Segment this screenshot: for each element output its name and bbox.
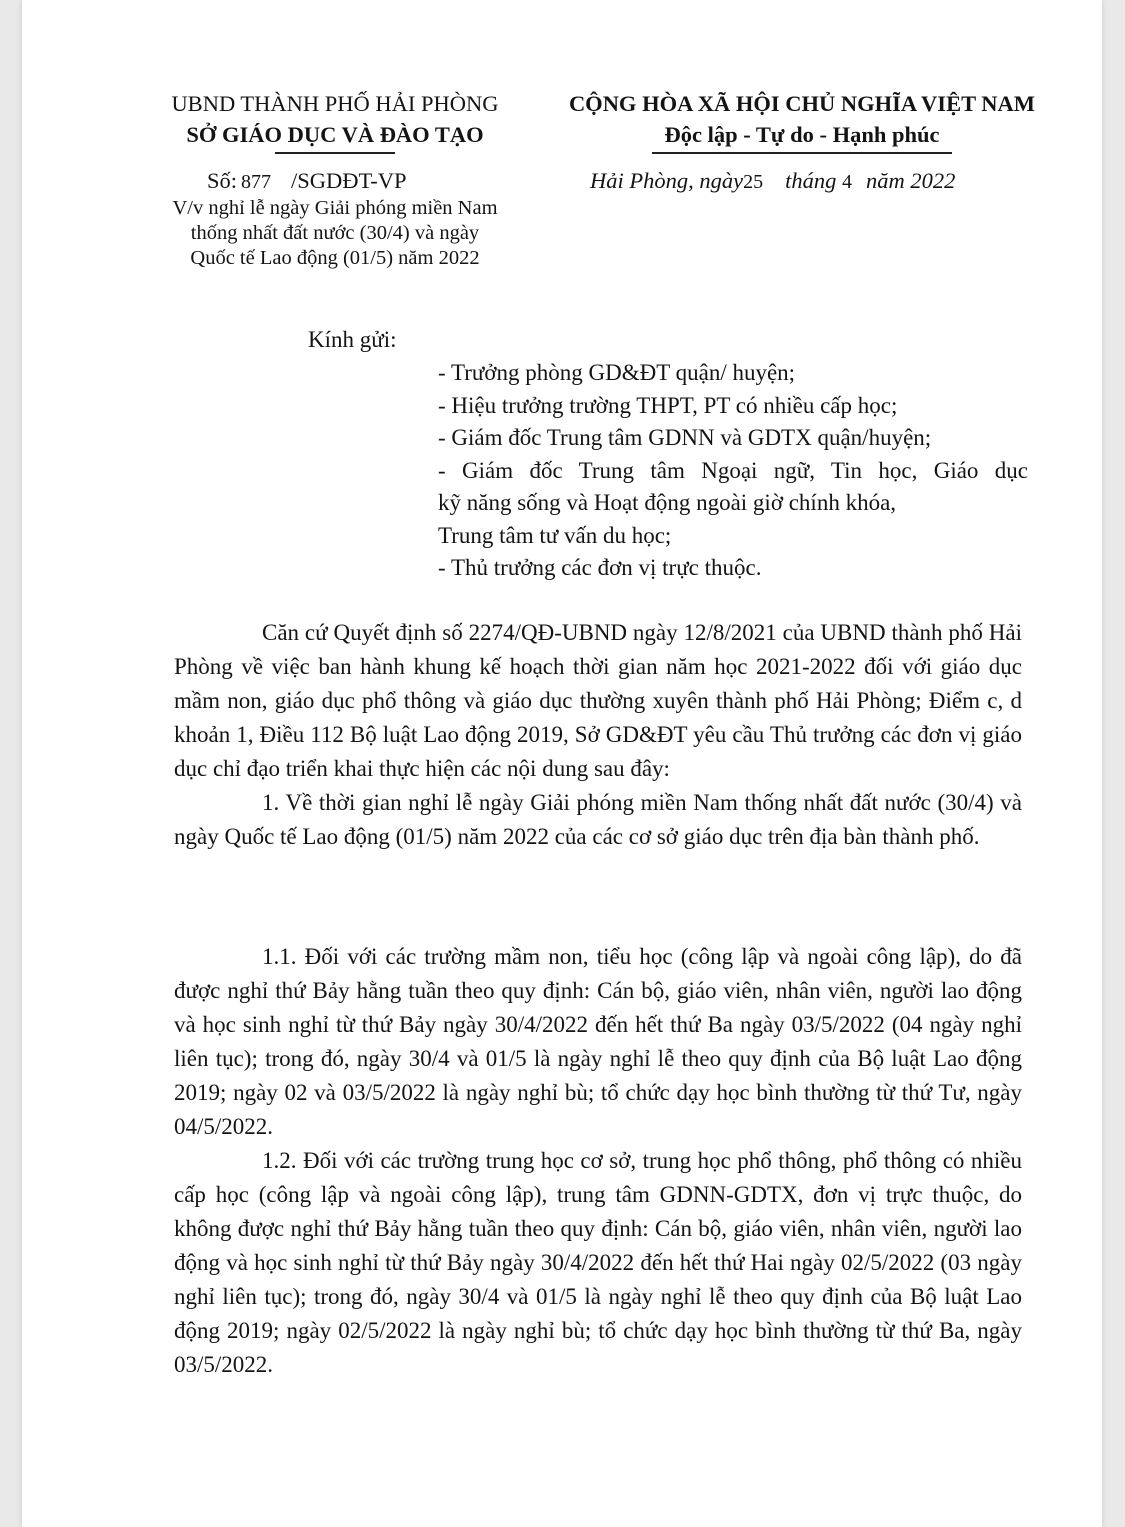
so-number: 877 [241,171,272,193]
recipient-item: - Giám đốc Trung tâm Ngoại ngữ, Tin học, Giáo dục [438,457,1028,483]
document-number [207,168,406,194]
so-label: Số: [207,168,238,193]
recipient-item: - Thủ trưởng các đơn vị trực thuộc. [438,555,762,580]
recipient-item: kỹ năng sống và Hoạt động ngoài giờ chính khóa, [438,490,897,515]
body-paragraph: 1.2. Đối với các trường trung học cơ sở, trung học phổ thông, phổ thông có nhiều cấp học (công lập và ngoài công lập), trung tâm GDNN-GDTX, đơn vị trực thuộc, do không được nghỉ thứ Bảy hằng tuần theo quy định: Cán bộ, giáo viên, nhân viên, người lao động và học sinh nghỉ từ thứ Bảy ngày 30/4/2022 đến hết thứ Hai ngày 02/5/2022 (03 ngày nghỉ liên tục); trong đó, ngày 30/4 và 01/5 là ngày nghỉ lễ theo quy định của Bộ luật Lao động 2019; ngày 02/5/2022 là ngày nghỉ bù; tổ chức dạy học bình thường từ thứ Ba, ngày 03/5/2022. [174,1148,1022,1377]
document-subject [150,196,520,271]
document-date [590,168,955,194]
subject-line: thống nhất đất nước (30/4) và ngày [190,222,480,244]
motto-underline [652,152,952,154]
agency-underline [275,152,395,154]
agency-name: SỞ GIÁO DỤC VÀ ĐÀO TẠO [186,122,484,147]
document-page [22,0,1102,1527]
country-name: CỘNG HÒA XÃ HỘI CHỦ NGHĨA VIỆT NAM [568,91,1036,116]
recipients-list [438,357,1028,585]
date-month: 4 [842,171,852,193]
body-paragraph: Căn cứ Quyết định số 2274/QĐ-UBND ngày 12/8/2021 của UBND thành phố Hải Phòng về việc ban hành khung kế hoạch thời gian năm học 2021-2022 đối với giáo dục mầm non, giáo dục phổ thông và giáo dục thường xuyên thành phố Hải Phòng; Điểm c, d khoản 1, Điều 112 Bộ luật Lao động 2019, Sở GD&ĐT yêu cầu Thủ trưởng các đơn vị giáo dục chỉ đạo triển khai thực hiện các nội dung sau đây: [174,620,1022,781]
body-block-1 [174,616,1022,854]
date-month-label: tháng [785,168,837,193]
date-place: Hải Phòng, ngày [590,168,744,193]
subject-line: V/v nghỉ lễ ngày Giải phóng miền Nam [172,197,498,219]
recipient-item: Trung tâm tư vấn du học; [438,522,672,548]
body-paragraph: 1. Về thời gian nghỉ lễ ngày Giải phóng miền Nam thống nhất đất nước (30/4) và ngày Quốc tế Lao động (01/5) năm 2022 của các cơ sở giáo dục trên địa bàn thành phố. [174,790,1022,849]
recipient-item: - Giám đốc Trung tâm GDNN và GDTX quận/huyện; [438,425,932,450]
national-motto [542,88,1062,154]
issuing-agency [150,88,520,154]
motto: Độc lập - Tự do - Hạnh phúc [664,122,940,147]
body-paragraph: 1.1. Đối với các trường mầm non, tiểu học (công lập và ngoài công lập), do đã được nghỉ thứ Bảy hằng tuần theo quy định: Cán bộ, giáo viên, nhân viên, người lao động và học sinh nghỉ từ thứ Bảy ngày 30/4/2022 đến hết thứ Ba ngày 03/5/2022 (04 ngày nghỉ liên tục); trong đó, ngày 30/4 và 01/5 là ngày nghỉ lễ theo quy định của Bộ luật Lao động 2019; ngày 02 và 03/5/2022 là ngày nghỉ bù; tổ chức dạy học bình thường từ thứ Tư, ngày 04/5/2022. [174,944,1022,1139]
recipients-label: Kính gửi: [308,327,397,352]
date-day: 25 [743,171,764,193]
subject-line: Quốc tế Lao động (01/5) năm 2022 [190,247,480,269]
date-year: năm 2022 [866,168,956,193]
so-suffix: /SGDĐT-VP [291,168,407,193]
agency-parent: UBND THÀNH PHỐ HẢI PHÒNG [171,91,499,116]
body-block-2 [174,940,1022,1382]
recipient-item: - Trưởng phòng GD&ĐT quận/ huyện; [438,360,796,385]
recipient-item: - Hiệu trưởng trường THPT, PT có nhiều cấp học; [438,392,898,418]
